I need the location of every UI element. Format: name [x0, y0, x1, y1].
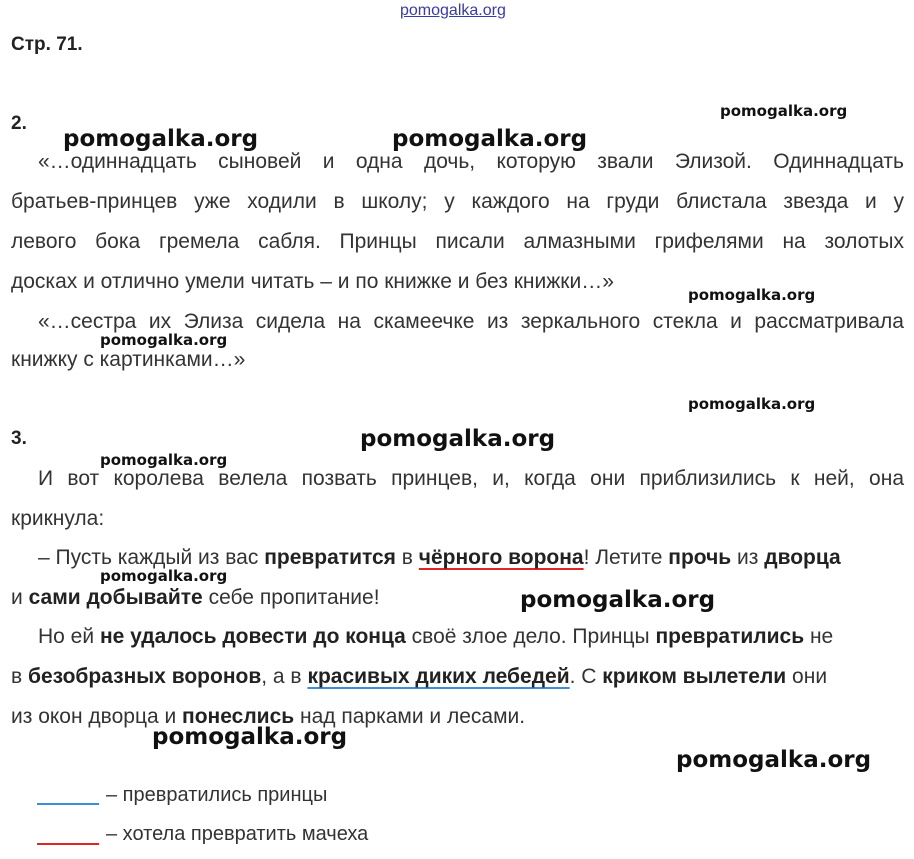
text-run: в	[395, 546, 419, 569]
watermark: pomogalka.org	[520, 587, 716, 613]
text-run: они	[786, 665, 828, 688]
text-run: над парками и лесами.	[294, 705, 526, 728]
watermark: pomogalka.org	[360, 426, 556, 452]
legend-red-line	[37, 843, 99, 845]
text-run: ! Летите	[583, 546, 669, 569]
watermark: pomogalka.org	[392, 126, 588, 152]
text-run: Но ей	[38, 625, 100, 648]
header-site-link[interactable]: pomogalka.org	[400, 2, 506, 19]
bold-phrase: безобразных воронов	[28, 665, 262, 688]
text-line: «…одиннадцать сыновей и одна дочь, которую звали Элизой. Одиннадцать	[38, 150, 904, 173]
text-run: в	[11, 665, 28, 688]
watermark: pomogalka.org	[688, 395, 816, 413]
text-run: своё злое дело. Принцы	[405, 625, 656, 648]
text-line: И вот королева велела позвать принцев, и, когда они приблизились к ней, она	[38, 467, 904, 490]
watermark: pomogalka.org	[100, 567, 228, 585]
watermark: pomogalka.org	[63, 126, 259, 152]
text-line	[38, 625, 833, 649]
bold-phrase: превратились	[655, 625, 805, 648]
bold-phrase: прочь	[668, 546, 732, 569]
text-line: досках и отлично умели читать – и по книжке и без книжки…»	[11, 270, 614, 293]
watermark: pomogalka.org	[152, 724, 348, 750]
bold-phrase: дворца	[764, 546, 841, 569]
text-run: и	[11, 586, 29, 609]
legend-blue-line	[37, 803, 99, 805]
text-line	[11, 586, 380, 610]
bold-phrase: сами добывайте	[28, 586, 203, 609]
text-run: себе пропитание!	[202, 586, 380, 609]
bold-phrase: понеслись	[182, 705, 295, 728]
red-underlined-phrase: чёрного ворона	[418, 546, 584, 569]
text-line	[11, 665, 827, 689]
legend-text: – хотела превратить мачеха	[106, 823, 369, 845]
text-run: не	[804, 625, 834, 648]
text-run: из	[731, 546, 765, 569]
watermark: pomogalka.org	[100, 451, 228, 469]
text-run: , а в	[261, 665, 308, 688]
bold-phrase: криком вылетели	[602, 665, 787, 688]
text-run: из окон дворца и	[11, 705, 183, 728]
text-line: «…сестра их Элиза сидела на скамеечке из зеркального стекла и рассматривала	[38, 310, 904, 333]
text-line	[38, 546, 841, 570]
task-number: 2.	[11, 113, 27, 134]
text-run: – Пусть каждый из вас	[38, 546, 265, 569]
watermark: pomogalka.org	[100, 331, 228, 349]
text-run: . С	[569, 665, 603, 688]
bold-phrase: превратится	[264, 546, 396, 569]
bold-phrase: не удалось довести до конца	[99, 625, 406, 648]
text-line: левого бока гремела сабля. Принцы писали алмазными грифелями на золотых	[11, 230, 904, 253]
watermark: pomogalka.org	[720, 102, 848, 120]
text-line: братьев-принцев уже ходили в школу; у каждого на груди блистала звезда и у	[11, 190, 904, 213]
page-title: Стр. 71.	[11, 34, 83, 55]
legend-text: – превратились принцы	[106, 784, 328, 806]
task-number: 3.	[11, 428, 27, 449]
blue-underlined-phrase: красивых диких лебедей	[307, 665, 570, 688]
text-line: крикнула:	[11, 507, 105, 530]
watermark: pomogalka.org	[688, 286, 816, 304]
text-line: книжку с картинками…»	[11, 348, 246, 371]
watermark: pomogalka.org	[676, 747, 872, 773]
text-line	[11, 705, 525, 729]
